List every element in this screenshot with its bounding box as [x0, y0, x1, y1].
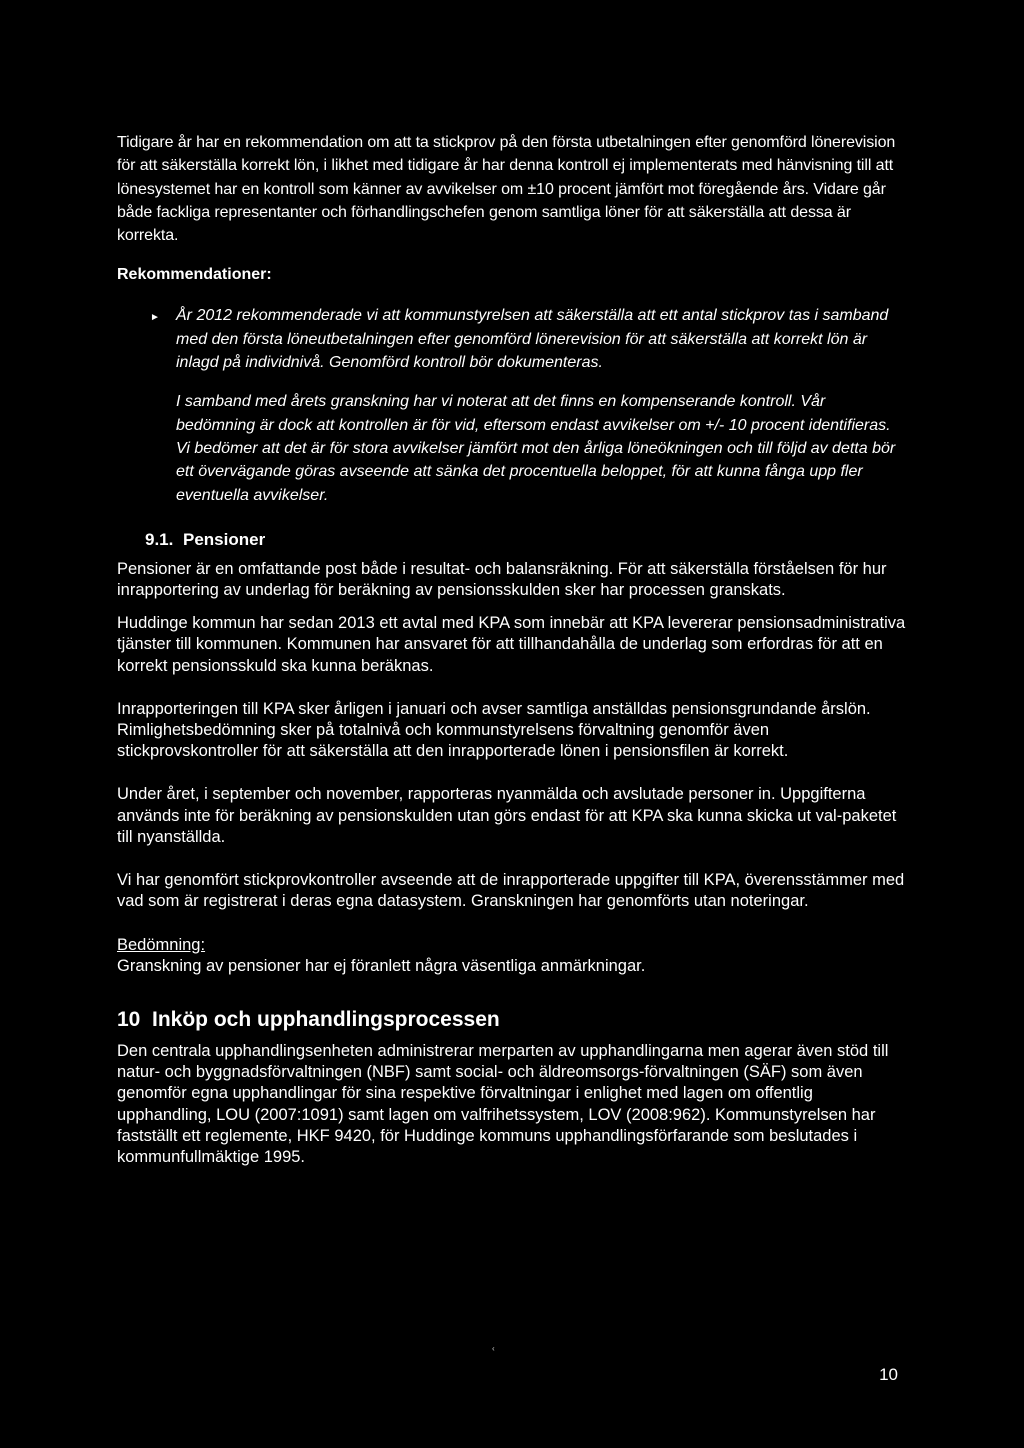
triangle-bullet-icon: ► — [150, 312, 160, 324]
chapter-title: Inköp och upphandlingsprocessen — [152, 1007, 500, 1031]
assessment-text: Granskning av pensioner har ej föranlett några väsentliga anmärkningar. — [117, 956, 646, 975]
pension-paragraph-5: Vi har genomfört stickprovkontroller avseende att de inrapporterade uppgifter till KPA, överensstämmer med vad som är registrerat i deras egna datasystem. Granskningen har genomförts utan noteringar. — [117, 871, 905, 911]
section-number: 9.1. — [145, 529, 174, 549]
chapter-10-heading — [117, 1005, 907, 1035]
recommendation-paragraph-2: I samband med årets granskning har vi noterat att det finns en kompenserande kontroll. Vår bedömning är dock att kontrollen är för vid, eftersom endast avvikelser om +/- 10 procent identifieras. Vi bedömer att det är för stora avvikelser jämfört mot den årliga löneökningen och till följd av detta bör ett övervägande göras avseende att sänka det procentuella beloppet, för att kunna fånga upp fler eventuella avvikelser. — [176, 393, 896, 504]
section-9-1-heading — [117, 528, 907, 552]
stray-mark: ‹ — [492, 1344, 495, 1353]
recommendations-heading: Rekommendationer: — [117, 266, 272, 284]
section-title: Pensioner — [183, 529, 266, 549]
procurement-paragraph: Den centrala upphandlingsenheten administrerar merparten av upphandlingarna men agerar även stöd till natur- och byggnadsförvaltningen (NBF) samt social- och äldreomsorgs-förvaltningen (SÄF) som även genomför egna upphandlingar för sina respektive förvaltningar i enlighet med lagen om offentlig upphandling, LOU (2007:1091) samt lagen om valfrihetssystem, LOV (2008:962). Kommunstyrelsen har fastställt ett reglemente, HKF 9420, för Huddinge kommuns upphandlingsförfarande som beslutades i kommunfullmäktige 1995. — [117, 1041, 889, 1166]
pension-paragraph-3: Inrapporteringen till KPA sker årligen i januari och avser samtliga anställdas pensionsgrundande årslön. Rimlighetsbedömning sker på totalnivå och kommunstyrelsens förvaltning genomför även stickprovskontroller för att säkerställa att den inrapporterade lönen i pensionsfilen är korrekt. — [117, 699, 871, 761]
pension-paragraph-4: Under året, i september och november, rapporteras nyanmälda och avslutade personer in. Uppgifterna används inte för beräkning av pensionskulden utan görs endast för att KPA ska kunna skicka ut val-paketet till nyanställda. — [117, 785, 897, 846]
pension-paragraph-2: Huddinge kommun har sedan 2013 ett avtal med KPA som innebär att KPA levererar pensionsadministrativa tjänster till kommunen. Kommunen har ansvaret för att tillhandahålla de underlag som erfordras för att en korrekt pensionsskuld ska kunna beräknas. — [117, 614, 906, 675]
chapter-number: 10 — [117, 1007, 141, 1031]
document-page — [117, 131, 907, 1168]
page-number: 10 — [879, 1365, 898, 1384]
pension-paragraph-1: Pensioner är en omfattande post både i resultat- och balansräkning. För att säkerställa förståelsen för hur inrapportering av underlag för beräkning av pensionsskulden sker har processen granskats. — [117, 559, 887, 600]
assessment-label-text: Bedömning: — [117, 935, 206, 954]
intro-paragraph: Tidigare år har en rekommendation om att ta stickprov på den första utbetalningen efter genomförd lönerevision för att säkerställa korrekt lön, i likhet med tidigare år har denna kontroll ej implementerats med hänvisning till att lönesystemet har en kontroll som känner av avvikelser om ±10 procent jämfört mot föregående års. Vidare går både fackliga representanter och förhandlingschefen genom samtliga löner för att säkerställa att dessa är korrekta. — [117, 134, 896, 245]
recommendations-list — [117, 304, 907, 506]
assessment-label — [117, 935, 907, 956]
recommendation-paragraph-1: År 2012 rekommenderade vi att kommunstyrelsen att säkerställa att ett antal stickprov tas i samband med den första löneutbetalningen efter genomförd lönerevision för att säkerställa att korrekt lön är inlagd på individnivå. Genomförd kontroll bör dokumenteras. — [176, 307, 889, 372]
